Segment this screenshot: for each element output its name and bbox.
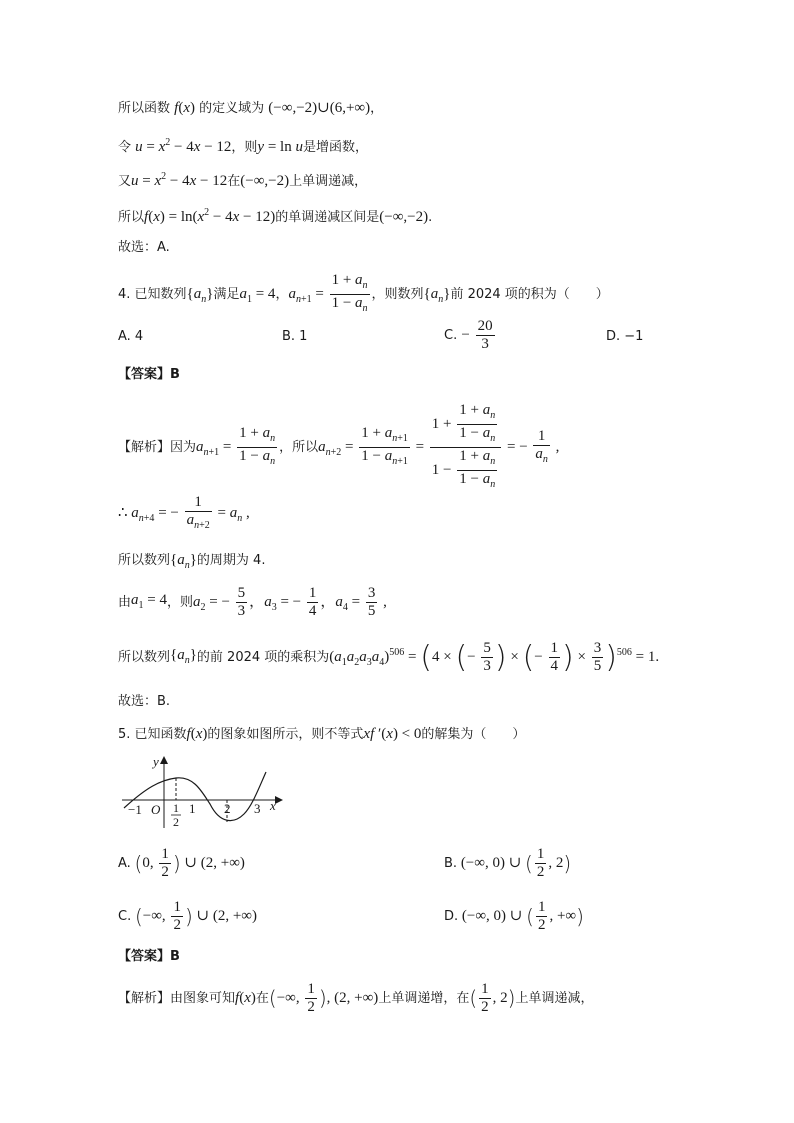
- math-seq: $\{a_n\}$: [186, 285, 214, 305]
- text: 上单调递增，在: [378, 991, 470, 1006]
- text: 的定义域为: [199, 101, 265, 116]
- option-c: [444, 318, 497, 353]
- result: = 1.: [635, 648, 660, 665]
- text: 所以数列: [118, 650, 171, 665]
- math-a-n-plus-2: $a_{n+2}$ = $\frac{1 + a_{n+1}}{1 - a_{n+1}}$ = 1 + $\frac{1 + a_n}{1 - a_n}$ 1 − $\frac{1 + a_n}{1 - a_n}$ = − $\frac{1}{a_n}$ ,: [318, 402, 560, 490]
- label-x: x: [270, 798, 276, 813]
- option-a: A. 4: [118, 329, 144, 344]
- math-fx: f(x): [186, 726, 208, 742]
- text: 所以数列: [118, 553, 171, 568]
- question-5: [118, 724, 525, 745]
- text: 5. 已知函数: [118, 727, 187, 742]
- option-c: C. (−∞, $\frac{1}{2}$ ) ∪ (2, +∞): [118, 899, 257, 933]
- text: 4. 已知数列: [118, 286, 187, 302]
- x-axis-arrow: [275, 796, 283, 804]
- math-a1: $a_1 = 4$: [131, 591, 167, 611]
- option-b: B. (−∞, 0) ∪ ( $\frac{1}{2}$ , 2): [444, 846, 572, 880]
- text: 又: [118, 174, 132, 189]
- math-u-def: $u = x^2 - 4x - 12$: [131, 171, 228, 189]
- text: 的前 2024 项的乘积为: [196, 650, 330, 665]
- answer-5: 【答案】B: [118, 949, 180, 964]
- text: 由: [118, 595, 132, 610]
- label-half-num: 1: [173, 801, 179, 815]
- label-three: 3: [254, 801, 261, 816]
- text: 的解集为（ ）: [421, 727, 526, 742]
- exponent: 506: [616, 646, 632, 658]
- math-y-ln: y = ln u: [257, 139, 303, 155]
- math-seq: $\{a_n\}$: [423, 285, 451, 305]
- y-axis-arrow: [160, 756, 168, 764]
- math-fx: f(x): [235, 990, 256, 1006]
- text: 前 2024 项的积为（ ）: [450, 286, 609, 302]
- question-4: [118, 272, 609, 317]
- text: 【解析】因为: [118, 440, 197, 455]
- fraction-denominator: 3: [481, 336, 489, 352]
- math-values: $a_2$ = − $\frac{5}{3}$ ，$a_3$ = − $\frac{1}{4}$ ，$a_4$ = $\frac{3}{5}$ ,: [193, 585, 387, 619]
- text: 所以函数: [118, 101, 171, 116]
- text: ，: [275, 286, 289, 302]
- text: 的单调递减区间是: [275, 210, 380, 225]
- math-decreasing-interval: ( $\frac{1}{2}$ , 2): [469, 981, 516, 1015]
- exponent: 506: [389, 646, 405, 658]
- math-a1: $a_1 = 4$: [239, 285, 276, 305]
- function-graph: [118, 752, 288, 832]
- math-increasing-intervals: (−∞, $\frac{1}{2}$ ), (2, +∞): [268, 981, 379, 1015]
- text: 的周期为 4.: [196, 553, 266, 568]
- fraction-numerator: 20: [477, 318, 493, 334]
- analysis-4-line-4: [118, 585, 387, 620]
- option-b: B. 1: [282, 329, 308, 344]
- text: 上单调递减，: [515, 991, 594, 1006]
- answer-4: 【答案】B: [118, 367, 180, 382]
- text-line-1: [118, 98, 383, 119]
- text-line-4: [118, 203, 432, 228]
- text: 是增函数，: [302, 140, 368, 155]
- option-d: D. (−∞, 0) ∪ ( $\frac{1}{2}$ , +∞): [444, 899, 584, 933]
- option-a: A. (0, $\frac{1}{2}$ ) ∪ (2, +∞): [118, 846, 245, 880]
- analysis-4-line-3: [118, 550, 265, 576]
- math-recurrence: $a_{n+1}$ = $\frac{1 + a_n}{1 - a_n}$: [288, 272, 368, 314]
- math-u-def: $u = x^2 - 4x - 12$: [135, 137, 232, 155]
- text: ，: [370, 101, 384, 116]
- math-fx: f(x): [174, 100, 195, 116]
- label-neg1: −1: [128, 802, 142, 817]
- math-domain: (−∞,−2)∪(6,+∞): [268, 100, 371, 116]
- choose-a: 故选：A.: [118, 240, 170, 255]
- text: 在: [255, 991, 269, 1006]
- text: 在: [227, 174, 241, 189]
- math-period: ∴ $a_{n+4}$ = − $\frac{1}{a_{n+2}}$ = $a_n$ ,: [118, 494, 250, 531]
- math-seq: $\{a_n\}$: [170, 646, 197, 666]
- text-line-2: [118, 133, 368, 158]
- text-line-3: [118, 167, 367, 192]
- text: 上单调递减，: [289, 174, 368, 189]
- label-half-den: 2: [173, 815, 179, 829]
- text: 的图象如图所示，则不等式: [207, 727, 364, 742]
- text: ，则: [231, 140, 258, 155]
- option-d: D. −1: [606, 329, 644, 344]
- math-product: $(a_1a_2a_3a_4)^{506} = (4$ × (− $\frac{5}{3}$ ) × (− $\frac{1}{4}$ ) × $\frac{3}{5}$ )$^{506}$ = 1.: [329, 640, 660, 675]
- math-seq: $\{a_n\}$: [170, 552, 197, 571]
- text: 令: [118, 140, 132, 155]
- option-label: C.: [444, 327, 458, 343]
- math-f-ln: $f(x) = \ln(x^2 - 4x - 12)$: [144, 207, 276, 225]
- math-inequality: xf ′(x) < 0: [363, 726, 422, 742]
- analysis-4-line-2: [118, 494, 250, 534]
- text: ，则数列: [371, 286, 424, 302]
- text: 所以: [118, 210, 145, 225]
- analysis-4-line-5: [118, 640, 659, 675]
- math-interval: (−∞,−2): [240, 173, 290, 189]
- choose-b: 故选：B.: [118, 694, 171, 709]
- label-y: y: [153, 754, 159, 769]
- text: 满足: [213, 286, 240, 302]
- math-interval: (−∞,−2): [379, 209, 429, 225]
- analysis-5: [118, 981, 593, 1016]
- label-origin: O: [151, 802, 161, 817]
- label-two: 2: [224, 801, 231, 816]
- label-one: 1: [189, 801, 196, 816]
- text: .: [428, 210, 433, 225]
- math-option-c: − $\frac{20}{3}$: [461, 318, 493, 352]
- analysis-4-line-1: [118, 402, 559, 493]
- text: ，则: [166, 595, 193, 610]
- math-recurrence: $a_{n+1}$ = $\frac{1 + a_n}{1 - a_n}$: [196, 425, 276, 467]
- text: 【解析】由图象可知: [118, 991, 236, 1006]
- text: ，所以: [279, 440, 319, 455]
